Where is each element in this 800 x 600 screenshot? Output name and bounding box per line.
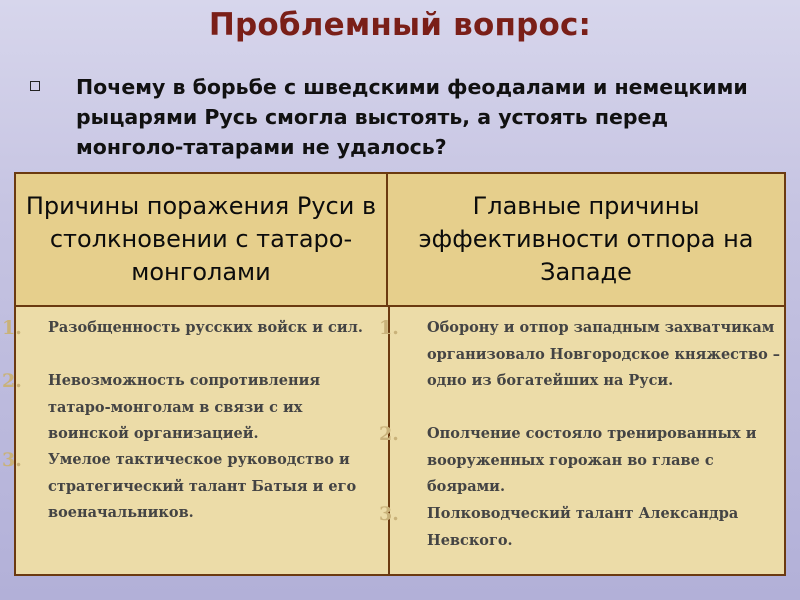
slide-title: Проблемный вопрос: [208,7,592,43]
list-number: 1. [379,317,399,339]
list-number: 2. [2,370,22,392]
list-item [379,421,783,501]
question-text: Почему в борьбе с шведскими феодалами и немецкими рыцарями Русь смогла выстоять, а устоять перед монголо-татарами не удалось? [76,75,748,159]
list-item-text: Оборону и отпор западным захватчикам организовало Новгородское княжество – одно из богатейших на Руси. [427,319,781,389]
list-item-text: Разобщенность русских войск и сил. [48,319,363,336]
problem-question [30,72,770,162]
list-number: 3. [2,449,22,471]
list-item [379,315,783,421]
list-item [379,501,783,554]
list-number: 3. [379,503,399,525]
list-item-text: Невозможность сопротивления татаро-монголам в связи с их воинской организацией. [48,372,321,442]
list-item [2,368,384,447]
square-bullet-icon [30,81,40,91]
left-column-header: Причины поражения Руси в столкновении с татаро-монголами [16,174,388,307]
list-item [2,447,384,527]
list-item-text: Полководческий талант Александра Невского. [427,505,739,549]
list-number: 2. [379,423,399,445]
list-item-text: Умелое тактическое руководство и стратегический талант Батыя и его военачальников. [48,451,357,521]
right-column-header: Главные причины эффективности отпора на Западе [388,174,784,307]
list-number: 1. [2,317,22,339]
comparison-table [2,172,786,576]
list-item [2,315,384,368]
left-column-list [2,315,384,527]
list-item-text: Ополчение состояло тренированных и вооруженных горожан во главе с боярами. [427,425,757,495]
right-column-list [379,315,783,554]
